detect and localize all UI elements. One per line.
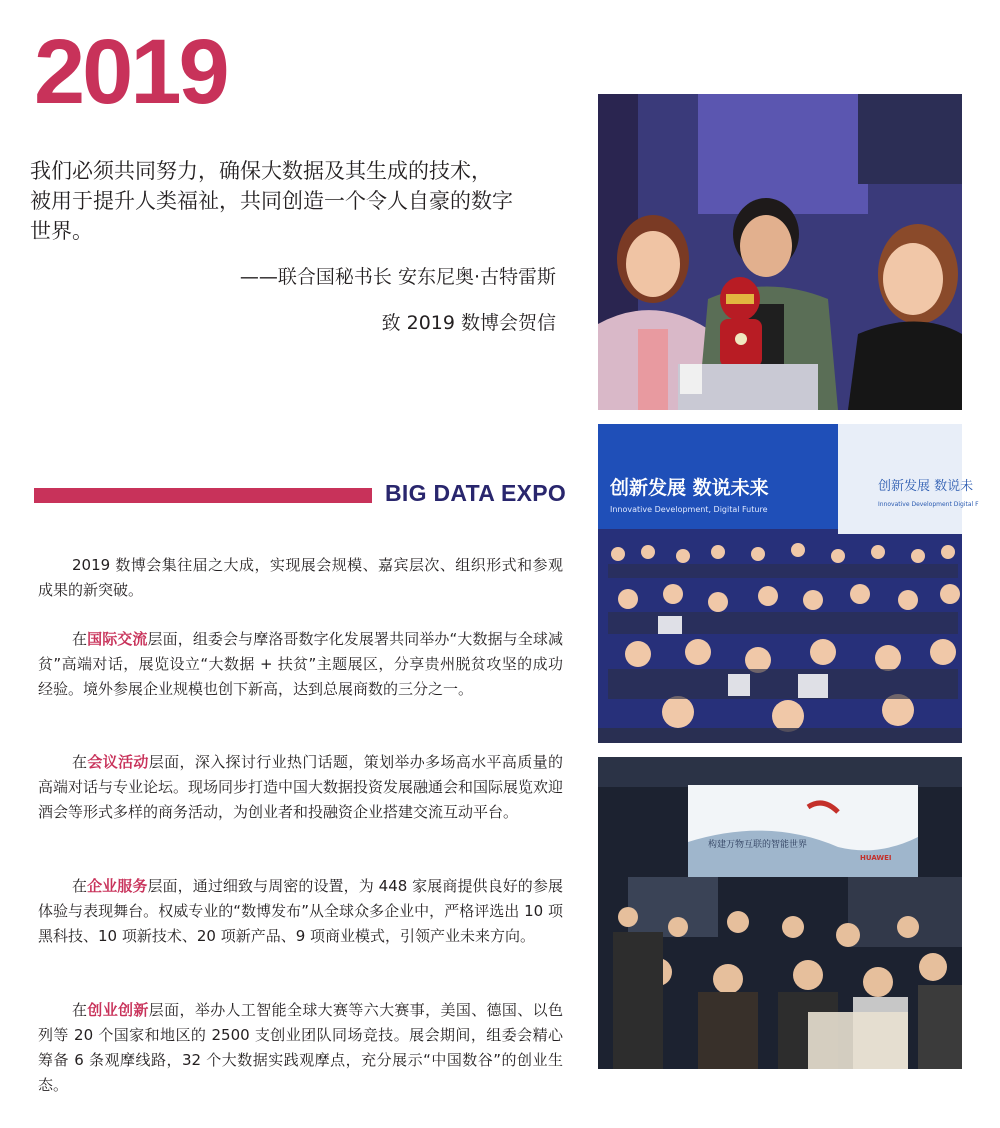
paragraph-text: 层面，通过细致与周密的设置，为 448 家展商提供良好的参展体验与表现舞台。权威专业的“数博发布”从全球众多企业中，严格评选出 10 项黑科技、10 项新技术、20 项新产品、9 项商业模式，引领产业未来方向。 <box>38 877 563 945</box>
forum-banner-right-subtext: Innovative Development Digital F <box>878 501 979 508</box>
paragraph-text: 在 <box>72 753 88 771</box>
highlight-keyword: 会议活动 <box>87 753 149 771</box>
photo-exhibition-booth <box>598 757 962 1069</box>
section-title: BIG DATA EXPO <box>385 480 567 506</box>
quote-attribution: ——联合国秘书长 安东尼奥·古特雷斯 <box>239 266 556 288</box>
forum-banner-subtext: Innovative Development, Digital Future <box>610 505 768 514</box>
paragraph-text: 2019 数博会集往届之大成，实现展会规模、嘉宾层次、组织形式和参观成果的新突破。 <box>38 556 563 599</box>
paragraph-international <box>38 627 563 702</box>
forum-banner-right-text: 创新发展 数说未 <box>878 479 974 494</box>
paragraph-intro <box>38 553 563 603</box>
paragraph-text: 在 <box>72 630 88 648</box>
paragraph-text: 层面，组委会与摩洛哥数字化发展署共同举办“大数据与全球减贫”高端对话，展览设立“大数据 + 扶贫”主题展区，分享贵州脱贫攻坚的成功经验。境外参展企业规模也创下新高，达到总展商数的三分之一。 <box>38 630 563 698</box>
quote-source: 致 2019 数博会贺信 <box>381 312 556 334</box>
paragraph-text: 层面，举办人工智能全球大赛等六大赛事，美国、德国、以色列等 20 个国家和地区的 2500 支创业团队同场竞技。展会期间，组委会精心筹备 6 条观摩线路，32 个大数据实践观摩点，充分展示“中国数谷”的创业生态。 <box>38 1001 563 1094</box>
booth-brand-text: HUAWEI <box>860 854 892 862</box>
highlight-keyword: 国际交流 <box>87 630 148 648</box>
photo-visitors-robot <box>598 94 962 410</box>
paragraph-text: 层面，深入探讨行业热门话题，策划举办多场高水平高质量的高端对话与专业论坛。现场同步打造中国大数据投资发展融通会和国际展览欢迎酒会等形式多样的商务活动，为创业者和投融资企业搭建交流互动平台。 <box>38 753 564 821</box>
booth-sign-text: 构建万物互联的智能世界 <box>708 840 808 850</box>
year-heading: 2019 <box>34 21 227 123</box>
highlight-keyword: 创业创新 <box>87 1001 149 1019</box>
photo-forum-audience <box>598 424 979 743</box>
quote-line: 我们必须共同努力，确保大数据及其生成的技术， <box>30 159 492 183</box>
section-accent-bar <box>34 488 372 503</box>
paragraph-text: 在 <box>72 877 88 895</box>
highlight-keyword: 企业服务 <box>87 877 148 895</box>
quote-line: 世界。 <box>30 219 93 243</box>
paragraph-conference <box>38 750 563 825</box>
paragraph-enterprise <box>38 874 563 949</box>
quote-line: 被用于提升人类福祉，共同创造一个令人自豪的数字 <box>30 189 513 213</box>
quote-block <box>30 156 565 246</box>
paragraph-startup <box>38 998 563 1098</box>
forum-banner-text: 创新发展 数说未来 <box>610 477 769 499</box>
paragraph-text: 在 <box>72 1001 88 1019</box>
